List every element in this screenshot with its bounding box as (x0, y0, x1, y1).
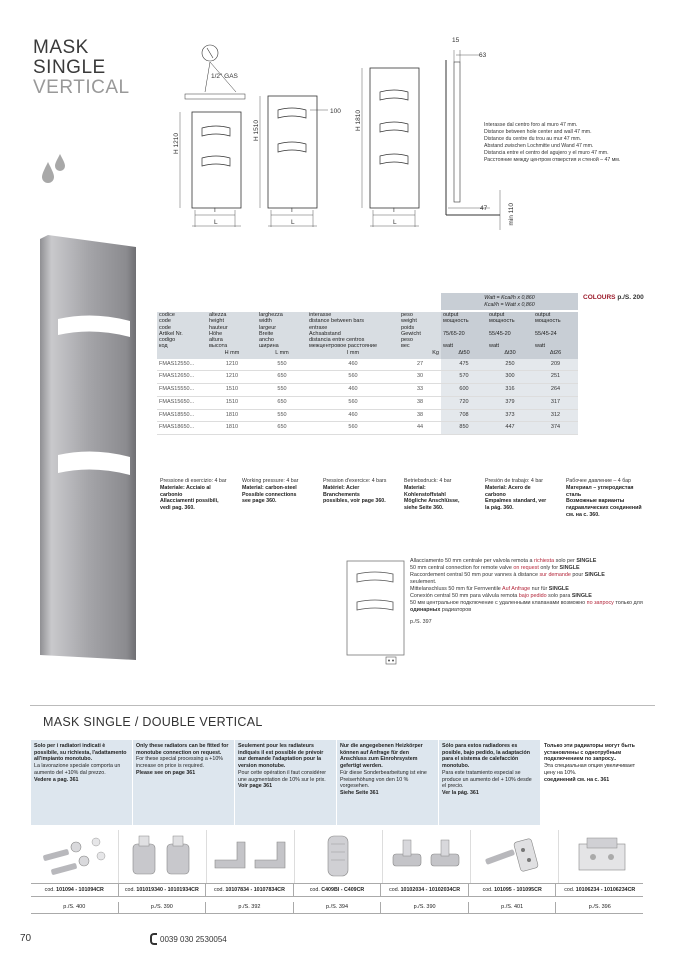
table-row: FMAS12550... 1210 550 460 27 475 250 209 (157, 359, 578, 371)
technical-drawings (160, 40, 530, 235)
dim-100-label: 100 (330, 108, 341, 115)
note-line: Distance du centre du trou au mur 47 mm. (484, 136, 582, 142)
note-line: Расстояние между центром отверстия и стеной – 47 мм. (484, 157, 621, 163)
pressure-note-fr: Pression d'exercice: 4 bars Matériel: Acier Branchements possibles, voir page 360. (323, 478, 387, 505)
title-line-1: MASK (33, 37, 89, 58)
formula-line-2: Kcal/h = Watt x 0,860 (484, 302, 535, 308)
wall-distance-notes (484, 122, 654, 164)
table-row: FMAS15550... 1510 550 460 33 600 316 264 (157, 384, 578, 397)
accessory-code: cod. 10102034 - 10102034CR (381, 884, 469, 896)
min-110-label: min 110 (508, 203, 515, 226)
thermostatic-head-icon (295, 830, 382, 883)
table-row: FMAS12650... 1210 650 560 30 570 300 251 (157, 371, 578, 384)
header-output-2: output мощность 55/45-20 watt (487, 312, 533, 350)
pressure-note-it: Pressione di esercizio: 4 bar Materiale: Acciaio al carbonio Allacciamenti possibili, vedi pag. 360. (160, 478, 227, 512)
header-width: larghezza width largeur Breite ancho ширина (257, 312, 307, 350)
product-title (33, 38, 130, 98)
interaxis-label-2: I (291, 207, 293, 214)
accessory-codes-row (31, 883, 643, 897)
accessory-image (119, 830, 207, 883)
accessory-page-ref[interactable]: p./S. 396 (588, 904, 611, 910)
note-line: Interasse dal centro foro al muro 47 mm. (484, 122, 578, 128)
interaxis-label-3: I (393, 207, 395, 214)
section-divider (30, 705, 655, 706)
accessory-page-ref[interactable]: p./S. 394 (294, 902, 382, 913)
monotube-note-de: Nur die angegebenen Heizkörper können auf Anfrage für den Anschluss zum Einrohrsystem gefertigt werden. Für diese Sonderbearbeitung ist eine Preiserhöhung von den 10 % vorgesehen. Siehe Seite 361 (337, 740, 439, 825)
monotube-note-it: Solo per i radiatori indicati è possibile, su richiesta, l'adattamento all'impianto monotubo. La lavorazione speciale comporta un aumento del +10% dal prezzo. Vedere a pag. 361 (31, 740, 133, 825)
conversion-formula (441, 293, 578, 310)
accessory-code: cod. C409BI - C409CR (294, 884, 382, 896)
header-interaxis: interasse distance between bars entraxe Achsabstand distancia entre centros межцентровое расстояние (307, 312, 399, 350)
note-line: Abstand zwischen Lochmitte und Wand 47 mm. (484, 143, 594, 149)
note-line: Distance between hole center and wall 47 mm. (484, 129, 592, 135)
section-title: MASK SINGLE / DOUBLE VERTICAL (43, 715, 263, 729)
dim-15-label: 15 (452, 37, 460, 44)
formula-line-1: Watt = Kcal/h x 0,860 (484, 295, 535, 301)
pressure-note-en: Working pressure: 4 bar Material: carbon-steel Possible connections see page 360. (242, 478, 299, 505)
width-label-1: L (214, 219, 218, 226)
width-label-2: L (291, 219, 295, 226)
table-header-row (157, 312, 578, 350)
table-row: FMAS18550... 1810 550 460 38 708 373 312 (157, 409, 578, 422)
pipe-fitting-icon (31, 830, 118, 883)
monotube-note-fr: Seulement pour les radiateurs indiqués il est possible de prévoir sur demande l'adaptation pour la version monotube. Pour cette opération il faut considérer une augmentation de 10% sur le prix. Voir page 361 (235, 740, 337, 825)
height-1810-label: H 1810 (355, 110, 362, 131)
central-connection-notes: Allacciamento 50 mm centrale per valvola remota a richiesta solo per SINGLE 50 mm central connection for remote valve on request only for SINGLE Raccordement central 50 mm pour vannes à distance sur demande pour SINGLE seulement. Mittelanschluss 50 mm für Fernventile Auf Anfrage nur für SINGLE Conexión central 50 mm para válvula remota bajo pedido solo para SINGLE 50 мм центральное подключение с удаленными клапанами возможно по запросу только для одинарных радиаторов p./S. 397 (410, 558, 650, 626)
monotube-note-en: Only these radiators can be fitted for monotube connection on request. For these special processing a +10% increase on price is required. Please see on page 361 (133, 740, 235, 825)
accessory-image (295, 830, 383, 883)
header-height: altezza height hauteur Höhe altura высота (207, 312, 257, 350)
accessory-pages-row (31, 902, 643, 914)
valve-kit-icon (383, 830, 470, 883)
header-output-1: output мощность 75/65-20 watt (441, 312, 487, 350)
accessory-code: cod. 101095 - 101095CR (469, 884, 557, 896)
header-output-3: output мощность 55/45-24 watt (533, 312, 578, 350)
central-connection-diagram (346, 560, 406, 670)
radiator-product-image (38, 235, 138, 660)
dim-63-label: 63 (479, 52, 487, 59)
accessory-image (207, 830, 295, 883)
angle-valve-icon (207, 830, 294, 883)
header-code: codice code code Artikel Nr. codigo код (157, 312, 207, 350)
accessory-image (383, 830, 471, 883)
interaxis-label-1: I (214, 207, 216, 214)
spec-table (157, 312, 578, 435)
accessory-page-ref[interactable]: p./S. 392 (206, 902, 294, 913)
table-row: FMAS15650... 1510 650 560 38 720 379 317 (157, 396, 578, 409)
header-weight: peso weight poids Gewicht peso вес (399, 312, 441, 350)
title-line-2: SINGLE (33, 57, 106, 78)
bracket-kit-icon (559, 830, 646, 883)
phone-contact (150, 933, 227, 945)
pressure-note-es: Presión de trabajo: 4 bar Material: Acero de carbono Empalmes standard, ver la pág. 360. (485, 478, 547, 512)
phone-icon (150, 933, 157, 945)
accessory-page-ref[interactable]: p./S. 390 (119, 902, 207, 913)
accessory-image (471, 830, 559, 883)
accessories-images-row (31, 830, 643, 883)
accessory-page-ref[interactable]: p./S. 400 (31, 902, 119, 913)
accessory-code: cod. 10106234 - 10106234CR (564, 887, 636, 893)
accessory-page-ref[interactable]: p./S. 401 (469, 902, 557, 913)
colours-label: COLOURS (583, 294, 616, 301)
pressure-note-ru: Рабочее давление – 4 бар Материал – углеродистая сталь Возможные варианты гидравлических соединений см. на с. 360. (566, 478, 642, 518)
accessory-code: cod. 101094 - 101094CR (31, 884, 119, 896)
note-line: Distancia entre el centro del agujero y el muro 47 mm. (484, 150, 609, 156)
water-drops-icon (40, 152, 68, 184)
monotube-note-es: Sólo para estos radiadores es posible, bajo pedido, la adaptación para el sistema de calefacción monotubo. Para este tratamiento especial se produce un aumento del + 10% desde el precio. Ver la pág. 361 (439, 740, 541, 825)
phone-number: 0039 030 2530054 (160, 934, 227, 944)
accessory-page-ref[interactable]: p./S. 390 (381, 902, 469, 913)
table-row: FMAS18650... 1810 650 560 44 850 447 374 (157, 422, 578, 435)
title-line-3: VERTICAL (33, 77, 130, 98)
width-label-3: L (393, 219, 397, 226)
wall-plate-icon (471, 830, 558, 883)
colours-page: p./S. 200 (617, 294, 644, 301)
connection-page-ref: p./S. 397 (410, 619, 432, 625)
accessory-image (31, 830, 119, 883)
accessory-code: cod. 101019340 - 10101934CR (119, 884, 207, 896)
height-1210-label: H 1210 (173, 133, 180, 154)
table-units-row: H mm L mm I mm Kg Δt50 Δt30 Δt26 (157, 350, 578, 359)
page-number: 70 (20, 933, 32, 944)
pressure-note-de: Betriebsdruck: 4 bar Material: Kohlenstoffstahl Mögliche Anschlüsse, siehe Seite 360. (404, 478, 460, 512)
height-1510-label: H 1510 (253, 120, 260, 141)
colours-link[interactable] (583, 294, 644, 301)
valve-icon (119, 830, 206, 883)
gas-label: 1/2" GAS (211, 73, 238, 80)
monotube-notes-row (31, 740, 643, 825)
accessory-image (559, 830, 646, 883)
dim-47-label: 47 (480, 205, 488, 212)
accessory-code: cod. 10107834 - 10107834CR (206, 884, 294, 896)
monotube-note-ru: Только эти радиаторы могут быть установлены с однотрубным подключением по запросу.. Эта специальная опция увеличивает цену на 10%. соединений см. на с. 361 (541, 740, 643, 825)
